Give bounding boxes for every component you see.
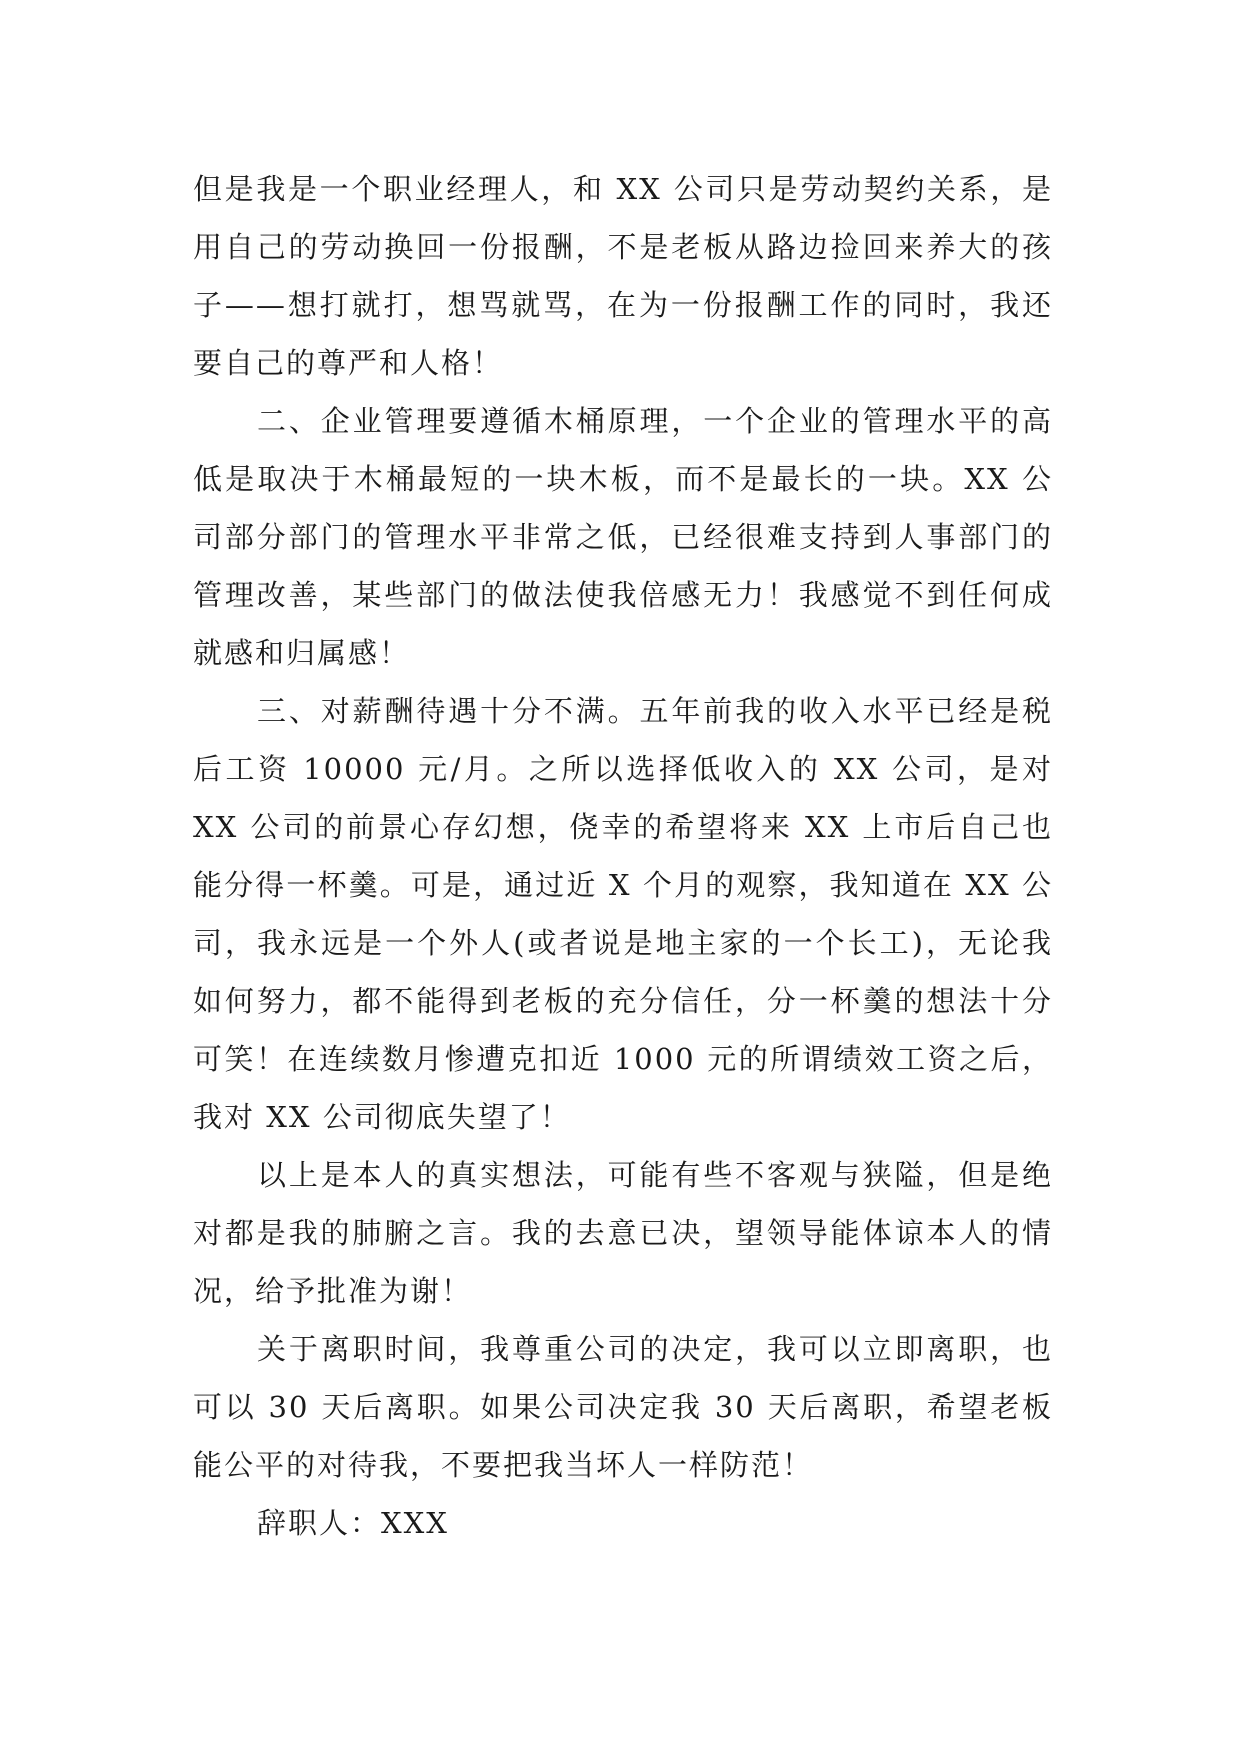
- paragraph-point-three: 三、对薪酬待遇十分不满。五年前我的收入水平已经是税后工资 10000 元/月。之所以选择低收入的 XX 公司，是对 XX 公司的前景心存幻想，侥幸的希望将来 XX 上市后自己也能分得一杯羹。可是，通过近 X 个月的观察，我知道在 XX 公司，我永远是一个外人(或者说是地主家的一个长工)，无论我如何努力，都不能得到老板的充分信任，分一杯羹的想法十分可笑！在连续数月惨遭克扣近 1000 元的所谓绩效工资之后，我对 XX 公司彻底失望了！: [193, 694, 1053, 1134]
- paragraph-departure-time: 关于离职时间，我尊重公司的决定，我可以立即离职，也可以 30 天后离职。如果公司决定我 30 天后离职，希望老板能公平的对待我，不要把我当坏人一样防范！: [193, 1332, 1053, 1482]
- paragraph-conclusion: 以上是本人的真实想法，可能有些不客观与狭隘，但是绝对都是我的肺腑之言。我的去意已决，望领导能体谅本人的情况，给予批准为谢！: [193, 1158, 1053, 1308]
- paragraph-continuation: 但是我是一个职业经理人，和 XX 公司只是劳动契约关系，是用自己的劳动换回一份报酬，不是老板从路边捡回来养大的孩子——想打就打，想骂就骂，在为一份报酬工作的同时，我还要自己的尊严和人格！: [193, 172, 1053, 380]
- signature-line: 辞职人：XXX: [257, 1506, 449, 1540]
- paragraph-point-two: 二、企业管理要遵循木桶原理，一个企业的管理水平的高低是取决于木桶最短的一块木板，而不是最长的一块。XX 公司部分部门的管理水平非常之低，已经很难支持到人事部门的管理改善，某些部门的做法使我倍感无力！我感觉不到任何成就感和归属感！: [193, 404, 1053, 670]
- document-body: [193, 160, 1053, 1552]
